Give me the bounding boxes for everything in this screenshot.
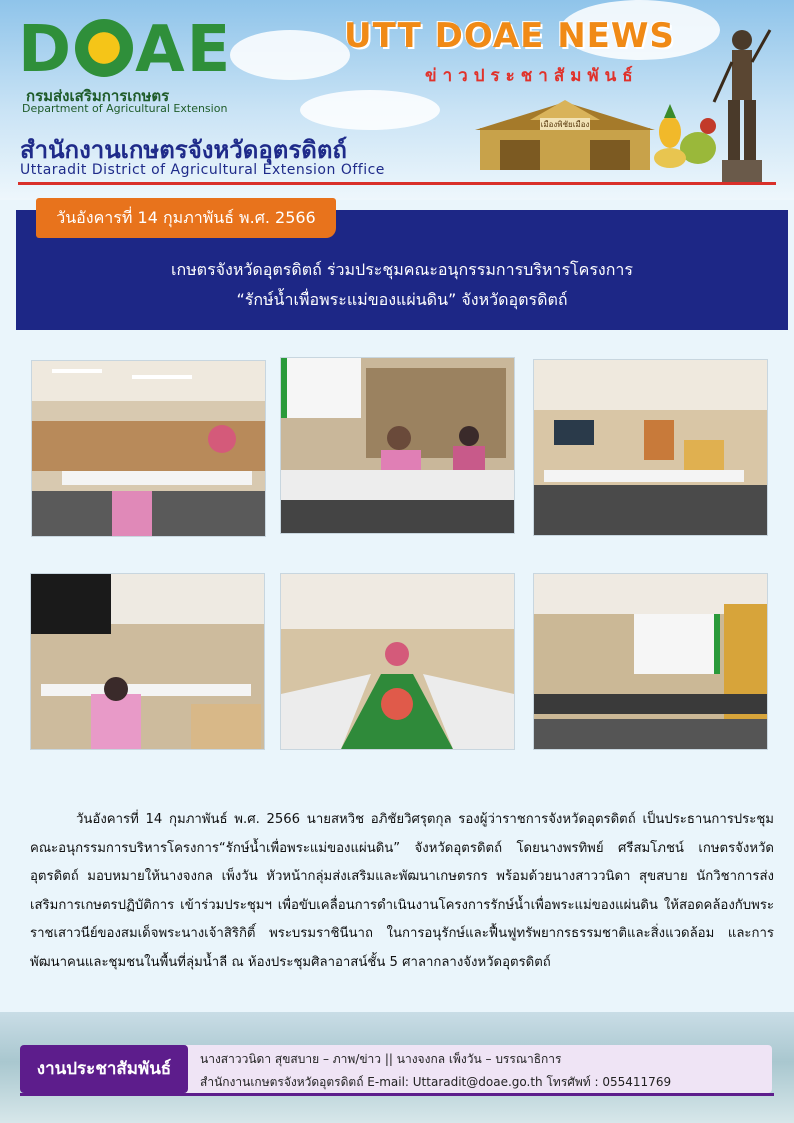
- headline-line-2: “รักษ์น้ำเพื่อพระแม่ของแผ่นดิน” จังหวัดอุตรดิตถ์: [236, 290, 568, 309]
- header-divider: [18, 182, 776, 185]
- credit-line-2: สำนักงานเกษตรจังหวัดอุตรดิตถ์ E-mail: Uttaradit@doae.go.th โทรศัพท์ : 055411769: [200, 1075, 672, 1089]
- cloud-decoration: [300, 90, 440, 130]
- cloud-decoration: [230, 30, 350, 80]
- office-name-english: Uttaradit District of Agricultural Extension Office: [20, 162, 385, 178]
- news-subtitle: ข่าวประชาสัมพันธ์: [425, 66, 639, 86]
- news-date: วันอังคารที่ 14 กุมภาพันธ์ พ.ศ. 2566: [36, 198, 336, 238]
- city-gate-illustration: [470, 100, 660, 170]
- doae-logo-emblem-icon: [75, 19, 133, 77]
- department-name-english: Department of Agricultural Extension: [22, 102, 228, 115]
- photo-meeting-room-screen: [533, 359, 768, 536]
- news-body: [30, 806, 774, 977]
- photo-presentation-screen: [533, 573, 768, 750]
- fruit-basket-illustration: [650, 104, 720, 170]
- photo-officials-at-table: [280, 357, 515, 534]
- photo-conference-long-table: [280, 573, 515, 750]
- department-name-thai: กรมส่งเสริมการเกษตร: [26, 87, 170, 105]
- news-paragraph: วันอังคารที่ 14 กุมภาพันธ์ พ.ศ. 2566 นายสหวิช อภิชัยวิศรุตกุล รองผู้ว่าราชการจังหวัดอุตรดิตถ์ เป็นประธานการประชุมคณะอนุกรรมการบริหารโครงการ“รักษ์น้ำเพื่อพระแม่ของแผ่นดิน” จังหวัดอุตรดิตถ์ โดยนางพรทิพย์ ศรีสมโภชน์ เกษตรจังหวัดอุตรดิตถ์ มอบหมายให้นางจงกล เพ็งวัน หัวหน้ากลุ่มส่งเสริมและพัฒนาเกษตรกร พร้อมด้วยนางสาววนิดา สุขสบาย นักวิชาการส่งเสริมการเกษตรปฏิบัติการ เข้าร่วมประชุมฯ เพื่อขับเคลื่อนการดำเนินงานโครงการรักษ์น้ำเพื่อพระแม่ของแผ่นดิน ให้สอดคล้องกับพระราชเสาวนีย์ของสมเด็จพระนางเจ้าสิริกิติ์ พระบรมราชินีนาถ ในการอนุรักษ์และฟื้นฟูทรัพยากรธรรมชาติและสิ่งแวดล้อม และการพัฒนาคนและชุมชนในพื้นที่ลุ่มน้ำลี ณ ห้องประชุมศิลาอาสน์ชั้น 5 ศาลากลางจังหวัดอุตรดิตถ์: [30, 812, 774, 970]
- office-name-thai: สำนักงานเกษตรจังหวัดอุตรดิตถ์: [20, 136, 347, 164]
- credit-line-1: นางสาววนิดา สุขสบาย – ภาพ/ข่าว || นางจงกล เพ็งวัน – บรรณาธิการ: [200, 1052, 562, 1066]
- headline-line-1: เกษตรจังหวัดอุตรดิตถ์ ร่วมประชุมคณะอนุกรรมการบริหารโครงการ: [170, 260, 634, 279]
- photo-meeting-room-wide: [31, 360, 266, 537]
- gate-sign: เมืองพิชัยเมือง: [540, 120, 590, 129]
- photo-attendees-seated: [30, 573, 265, 750]
- section-label: งานประชาสัมพันธ์: [20, 1045, 188, 1093]
- statue-illustration: [712, 22, 772, 182]
- footer-divider: [20, 1093, 774, 1096]
- doae-logo: D AE: [18, 13, 233, 87]
- news-title: UTT DOAE NEWS: [344, 16, 675, 56]
